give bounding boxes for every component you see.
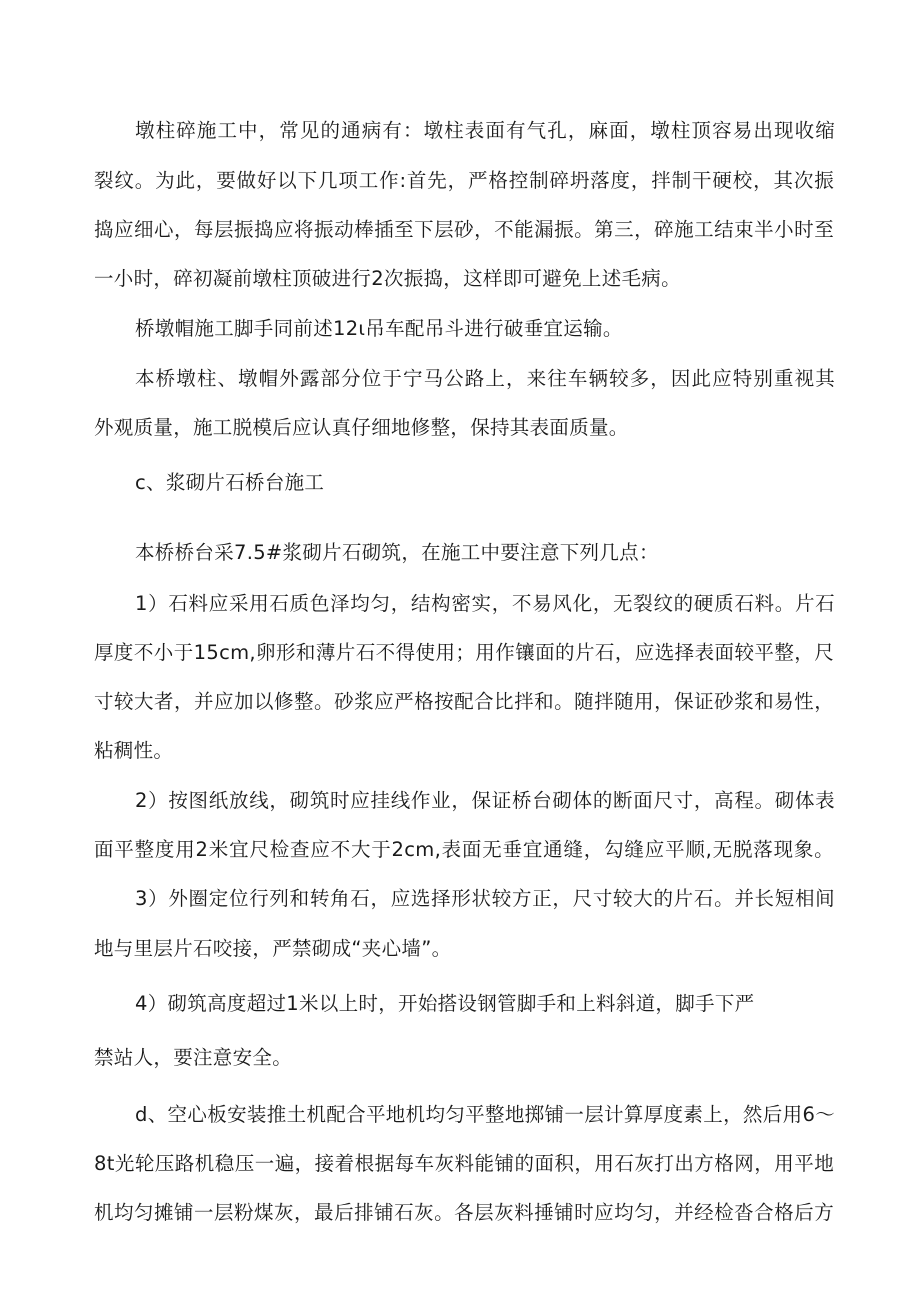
- list-item-line: 3）外圈定位行列和转角石，应选择形状较方正，尺寸较大的片石。并长短相间: [135, 887, 835, 910]
- paragraph-line: 一小时，碎初凝前墩柱顶破进行2次振捣，这样即可避免上述毛病。: [94, 267, 681, 290]
- paragraph-line: 墩柱碎施工中，常见的通病有：墩柱表面有气孔，麻面，墩柱顶容易出现收缩: [135, 119, 835, 142]
- paragraph-line: 捣应细心，每层振捣应将振动棒插至下层砂，不能漏振。第三，碎施工结束半小时至: [94, 218, 834, 241]
- paragraph-line: 机均匀摊铺一层粉煤灰，最后排铺石灰。各层灰料捶铺时应均匀，并经检沓合格后方: [94, 1201, 834, 1224]
- list-item-line: 粘稠性。: [94, 739, 174, 762]
- list-item-line: 厚度不小于15cm,卵形和薄片石不得使用；用作镶面的片石，应选择表面较平整，尺: [94, 641, 834, 664]
- paragraph-line: d、空心板安装推土机配合平地机均匀平整地掷铺一层计算厚度素上，然后用6～: [135, 1103, 835, 1126]
- list-item-line: 禁站人，要注意安全。: [94, 1046, 293, 1069]
- section-heading: c、浆砌片石桥台施工: [135, 471, 325, 494]
- list-item-line: 地与里层片石咬接，严禁砌成“夹心墙”。: [94, 937, 452, 960]
- paragraph-line: 本桥桥台采7.5#浆砌片石砌筑，在施工中要注意下列几点：: [135, 541, 659, 564]
- list-item-line: 面平整度用2米宜尺检查应不大于2cm,表面无垂宜通缝，勾缝应平顺,无脱落现象。: [94, 838, 834, 861]
- list-item-line: 2）按图纸放线，砌筑时应挂线作业，保证桥台砌体的断面尺寸，高程。砌体表: [135, 789, 835, 812]
- list-item-line: 4）砌筑高度超过1米以上时，开始搭设钢管脚手和上料斜道，脚手下严: [135, 992, 755, 1015]
- paragraph-line: 外观质量，施工脱模后应认真仔细地修整，保持其表面质量。: [94, 416, 629, 439]
- paragraph-line: 8t光轮压路机稳压一遍，接着根据每车灰料能铺的面积，用石灰打出方格网，用平地: [94, 1152, 834, 1175]
- paragraph-line: 裂纹。为此，要做好以下几项工作:首先，严格控制碎坍落度，拌制干硬校，其次振: [94, 169, 834, 192]
- paragraph-line: 本桥墩柱、墩帽外露部分位于宁马公路上，来往车辆较多，因此应特别重视其: [135, 367, 835, 390]
- list-item-line: 1）石料应采用石质色泽均匀，结构密实，不易风化，无裂纹的硬质石料。片石: [135, 592, 835, 615]
- list-item-line: 寸较大者，并应加以修整。砂浆应严格按配合比拌和。随拌随用，保证砂浆和易性，: [94, 690, 834, 713]
- paragraph-line: 桥墩帽施工脚手同前述12ι吊车配吊斗进行破垂宜运输。: [135, 317, 623, 340]
